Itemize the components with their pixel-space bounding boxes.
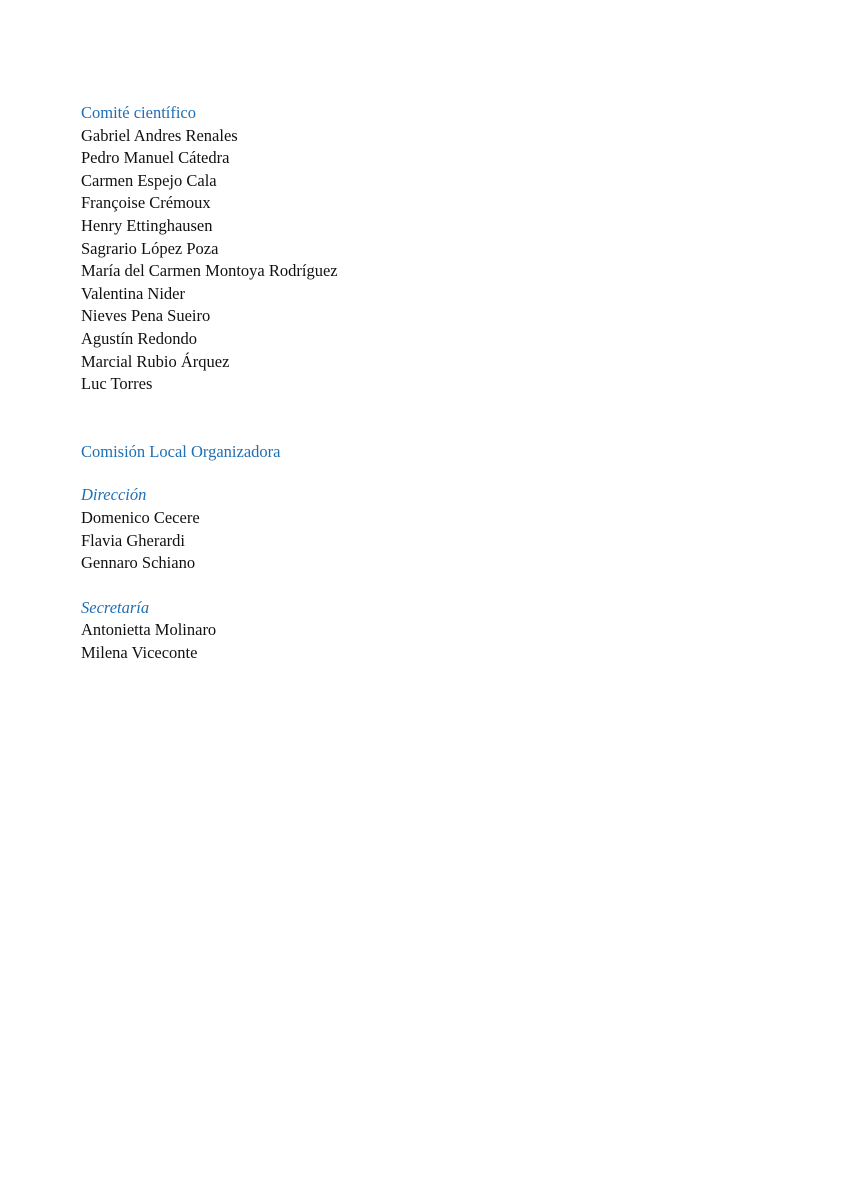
committee-member: Nieves Pena Sueiro (81, 306, 211, 326)
committee-member: Françoise Crémoux (81, 193, 211, 213)
section-spacer (81, 396, 781, 441)
committee-member: Agustín Redondo (81, 328, 197, 348)
section-spacer (81, 463, 781, 484)
committee-member: Sagrario López Poza (81, 238, 219, 258)
scientific-committee-heading: Comité científico (81, 103, 197, 122)
committee-member: Marcial Rubio Árquez (81, 351, 230, 371)
local-committee-heading: Comisión Local Organizadora (81, 441, 281, 461)
secretariat-list (81, 619, 781, 664)
direction-list (81, 507, 781, 575)
scientific-committee-list (81, 125, 781, 396)
secretariat-subheading: Secretaría (81, 597, 150, 617)
committee-member: Luc Torres (81, 374, 153, 394)
direction-subheading: Dirección (81, 485, 147, 505)
document-page (81, 102, 781, 664)
committee-member: Pedro Manuel Cátedra (81, 148, 230, 168)
direction-member: Gennaro Schiano (81, 553, 196, 573)
secretariat-member: Milena Viceconte (81, 642, 198, 662)
committee-member: Gabriel Andres Renales (81, 125, 238, 145)
committee-member: Valentina Nider (81, 283, 186, 303)
committee-member: Henry Ettinghausen (81, 215, 213, 235)
direction-member: Flavia Gherardi (81, 530, 186, 550)
committee-member: Carmen Espejo Cala (81, 170, 217, 190)
section-spacer (81, 575, 781, 597)
committee-member: María del Carmen Montoya Rodríguez (81, 261, 338, 281)
direction-member: Domenico Cecere (81, 507, 200, 527)
secretariat-member: Antonietta Molinaro (81, 620, 217, 640)
